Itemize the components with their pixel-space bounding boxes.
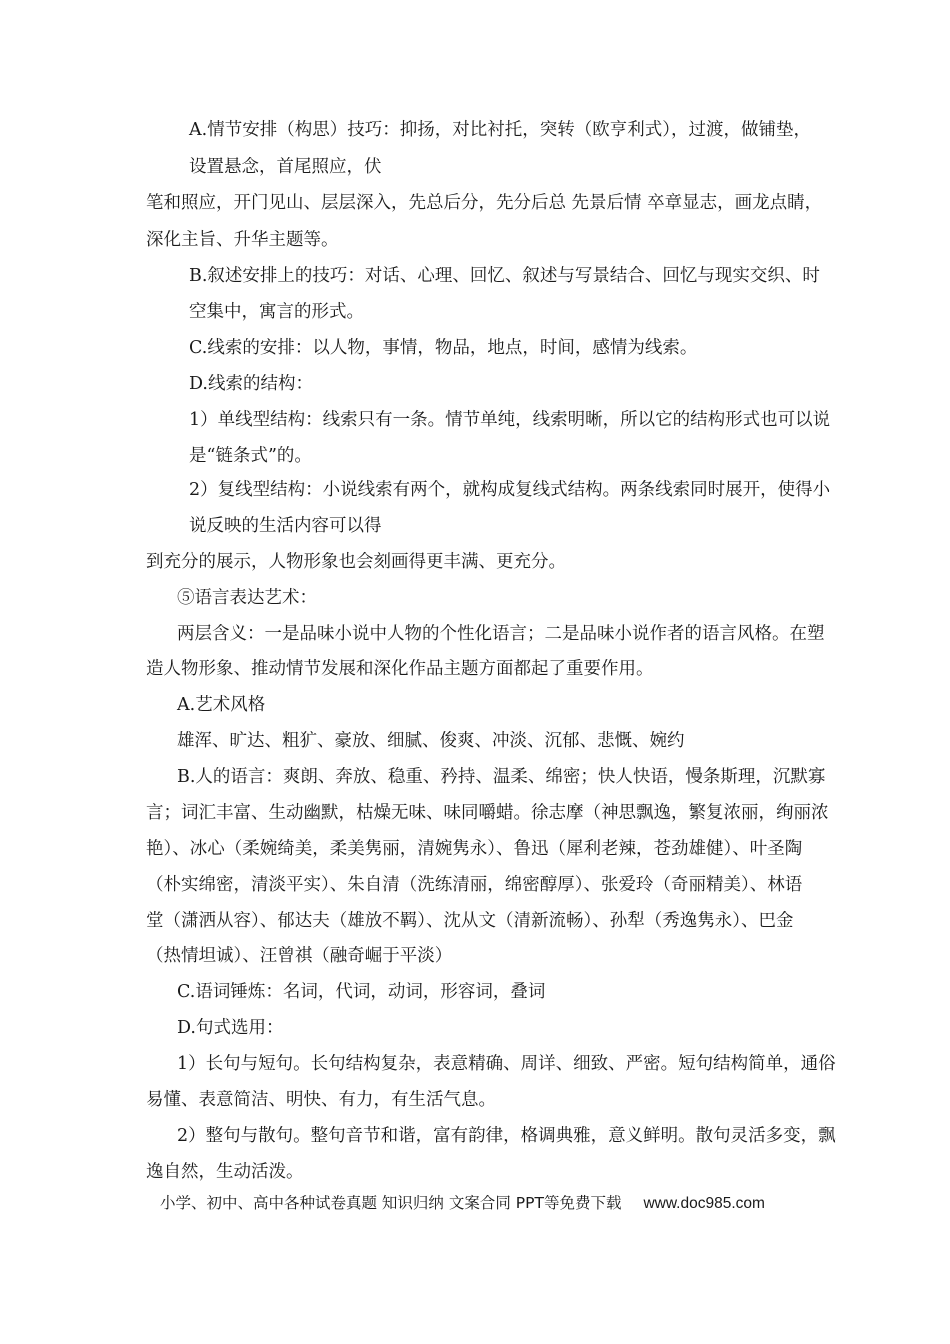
text-line: C.语词锤炼：名词，代词，动词，形容词，叠词 — [177, 982, 546, 1002]
text-line: 1）单线型结构：线索只有一条。情节单纯，线索明晰，所以它的结构形式也可以说 — [189, 410, 831, 430]
text-line: 空集中，寓言的形式。 — [189, 302, 364, 322]
text-line: 2）整句与散句。整句音节和谐，富有韵律，格调典雅，意义鲜明。散句灵活多变，飘 — [177, 1126, 836, 1146]
text-line: C.线索的安排：以人物，事情，物品，地点，时间，感情为线索。 — [189, 338, 698, 358]
text-line: （热情坦诚）、汪曾祺（融奇崛于平淡） — [146, 946, 453, 966]
footer-text: 小学、初中、高中各种试卷真题 知识归纳 文案合同 PPT等免费下载 — [160, 1194, 622, 1212]
text-line: 1）长句与短句。长句结构复杂，表意精确、周详、细致、严密。短句结构简单，通俗 — [177, 1054, 836, 1074]
text-line: 深化主旨、升华主题等。 — [146, 230, 339, 250]
text-line: （朴实绵密，清淡平实）、朱自清（洗练清丽，绵密醇厚）、张爱玲（奇丽精美）、林语 — [146, 875, 803, 895]
text-line: 艳）、冰心（柔婉绮美，柔美隽丽，清婉隽永）、鲁迅（犀利老辣，苍劲雄健）、叶圣陶 — [146, 839, 803, 859]
text-line: 造人物形象、推动情节发展和深化作品主题方面都起了重要作用。 — [146, 659, 654, 679]
text-line: B.人的语言：爽朗、奔放、稳重、矜持、温柔、绵密；快人快语，慢条斯理，沉默寡 — [177, 767, 826, 787]
text-line: A.艺术风格 — [177, 695, 266, 715]
text-line: D.句式选用： — [177, 1018, 284, 1038]
text-line: 2）复线型结构：小说线索有两个，就构成复线式结构。两条线索同时展开，使得小 — [189, 480, 831, 500]
text-line: 堂（潇洒从容）、郁达夫（雄放不羁）、沈从文（清新流畅）、孙犁（秀逸隽永）、巴金 — [146, 911, 794, 931]
footer-link[interactable]: www.doc985.com — [643, 1195, 765, 1212]
text-line: 易懂、表意简洁、明快、有力，有生活气息。 — [146, 1090, 496, 1110]
text-line: 雄浑、旷达、粗犷、豪放、细腻、俊爽、冲淡、沉郁、悲慨、婉约 — [177, 731, 685, 751]
text-line: 设置悬念，首尾照应，伏 — [189, 157, 382, 177]
text-line: 两层含义：一是品味小说中人物的个性化语言；二是品味小说作者的语言风格。在塑 — [177, 624, 825, 644]
text-line: 笔和照应，开门见山、层层深入，先总后分，先分后总 先景后情 卒章显志，画龙点睛， — [146, 193, 823, 213]
text-line: 是“链条式”的。 — [189, 446, 312, 466]
text-line: 言；词汇丰富、生动幽默，枯燥无味、味同嚼蜡。徐志摩（神思飘逸，繁复浓丽，绚丽浓 — [146, 803, 829, 823]
text-line: 到充分的展示，人物形象也会刻画得更丰满、更充分。 — [146, 552, 566, 572]
text-line: 逸自然，生动活泼。 — [146, 1162, 304, 1182]
text-line: D.线索的结构： — [189, 374, 313, 394]
text-line: A.情节安排（构思）技巧：抑扬，对比衬托，突转（欧亨利式），过渡，做铺垫， — [189, 120, 811, 140]
text-line: ⑤语言表达艺术： — [177, 588, 317, 608]
text-line: B.叙述安排上的技巧：对话、心理、回忆、叙述与写景结合、回忆与现实交织、时 — [189, 266, 820, 286]
page-footer — [160, 1192, 765, 1215]
text-line: 说反映的生活内容可以得 — [189, 516, 382, 536]
